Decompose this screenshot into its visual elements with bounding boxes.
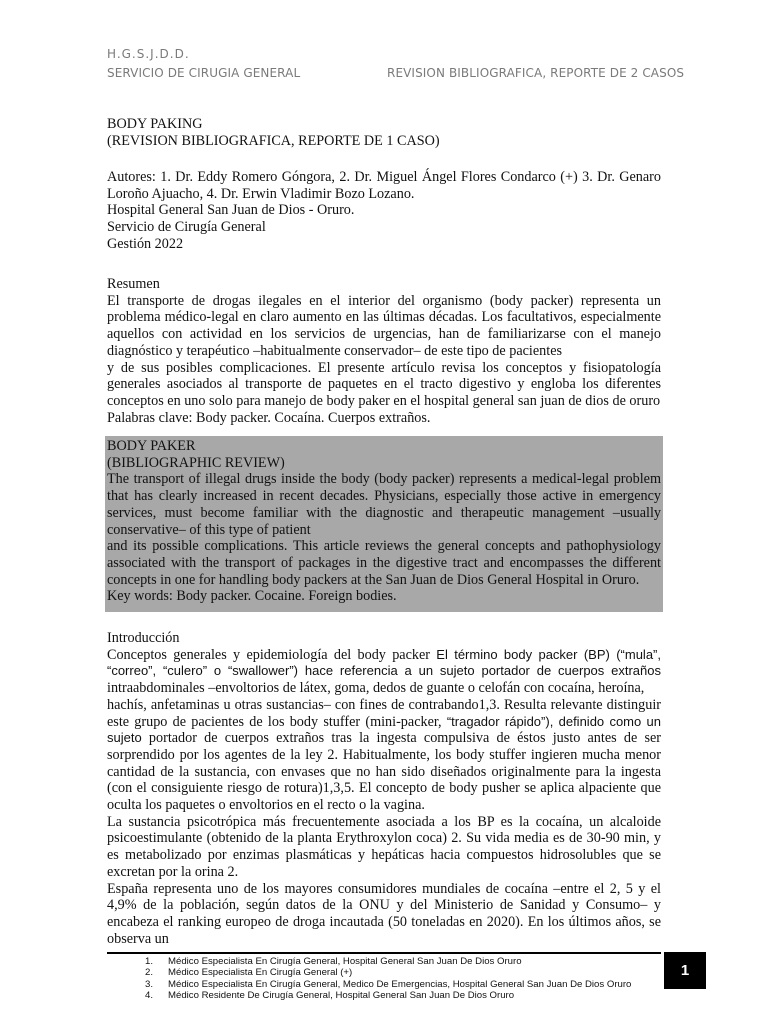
abstract-title: BODY PAKER <box>107 438 196 454</box>
resumen-paragraph-2: y de sus posibles complicaciones. El presente artículo revisa los conceptos y fisiopatología generales asociados al transporte de paquetes en el tracto digestivo y engloba los diferentes conceptos en uno solo para manejo de body paker en el hospital general san juan de dios de oruro <box>107 359 661 409</box>
resumen-keywords: Palabras clave: Body packer. Cocaína. Cuerpos extraños. <box>107 409 431 426</box>
intro-paragraph-2 <box>107 697 661 814</box>
abstract-subtitle: (BIBLIOGRAPHIC REVIEW) <box>107 454 285 471</box>
footnote-number: 2. <box>145 967 154 979</box>
footnote-item <box>145 979 631 990</box>
abstract-section <box>105 436 663 612</box>
document-subtitle: (REVISION BIBLIOGRAFICA, REPORTE DE 1 CASO) <box>107 132 440 149</box>
intro-p1-lead: Conceptos generales y epidemiología del body packer <box>107 646 437 663</box>
footnote-text: Médico Especialista En Cirugía General (+) <box>168 967 353 979</box>
footer-rule <box>107 952 661 954</box>
footnote-number: 3. <box>145 978 154 990</box>
title-block <box>107 116 661 149</box>
intro-paragraph-4: España representa uno de los mayores consumidores mundiales de cocaína –entre el 2, 5 y el 4,9% de la población, según datos de la ONU y del Ministerio de Sanidad y Consumo– y encabeza el ranking europeo de droga incautada (50 toneladas en 2020). En los últimos años, se observa un <box>107 880 661 947</box>
intro-paragraph-3: La sustancia psicotrópica más frecuentemente asociada a los BP es la cocaína, un alcaloide psicoestimulante (obtenido de la planta Erythroxylon coca) 2. Su vida media es de 30-90 min, y es metabolizado por enzimas plasmáticas y hepáticas hacia compuestos hidrosolubles que se excretan por la orina 2. <box>107 813 661 880</box>
footnote-number: 1. <box>145 956 154 967</box>
page-number: 1 <box>664 952 706 989</box>
abstract-paragraph-1: The transport of illegal drugs inside the body (body packer) represents a medical-legal problem that has clearly increased in recent decades. Physicians, especially those active in emergency services, must become familiar with the diagnostic and therapeutic management –usually conservative– of this type of patient <box>107 471 661 538</box>
authors-line: Autores: 1. Dr. Eddy Romero Góngora, 2. Dr. Miguel Ángel Flores Condarco (+) 3. Dr. Genaro Loroño Ajuacho, 4. Dr. Erwin Vladimir Bozo Lozano. <box>107 169 661 202</box>
footnote-item <box>145 990 631 1001</box>
intro-p1-term: El término body packer (BP) (“mula”, “correo”, “culero” o “swallower”) hace referencia a un sujeto portador de cuerpos extraños <box>107 646 661 679</box>
intro-heading: Introducción <box>107 630 180 646</box>
footnote-text: Médico Especialista En Cirugía General, Hospital General San Juan De Dios Oruro <box>168 956 522 967</box>
service-line: Servicio de Cirugía General <box>107 219 266 236</box>
footnote-text: Médico Residente De Cirugía General, Hospital General San Juan De Dios Oruro <box>168 989 515 1001</box>
header-organization: H.G.S.J.D.D. <box>107 47 190 61</box>
abstract-keywords: Key words: Body packer. Cocaine. Foreign bodies. <box>107 588 397 605</box>
abstract-paragraph-2: and its possible complications. This article reviews the general concepts and pathophysiology associated with the transport of packages in the digestive tract and encompasses the different concepts in one for handling body packers at the San Juan de Dios General Hospital in Oruro. <box>107 538 661 588</box>
header-department: SERVICIO DE CIRUGIA GENERAL <box>107 66 301 80</box>
resumen-paragraph-1: El transporte de drogas ilegales en el interior del organismo (body packer) representa un problema médico-legal en claro aumento en las últimas décadas. Los facultativos, especialmente aquellos con actividad en los servicios de urgencias, han de familiarizarse con el manejo diagnóstico y terapéutico –habitualmente conservador– de este tipo de pacientes <box>107 292 661 359</box>
intro-p2-rest: portador de cuerpos extraños tras la ingesta compulsiva de éstos justo antes de ser sorprendido por los agentes de la ley 2. Habitualmente, los body stuffer ingieren mucha menor cantidad de la sustancia, con envases que no han sido diseñados originalmente para la ingesta (con el consiguiente riesgo de rotura)1,3,5. El concepto de body pusher se aplica alpaciente que oculta los paquetes o envoltorios en el recto o la vagina. <box>107 730 661 814</box>
intro-p2-term: “tragador rápido”), definido como un sujeto <box>107 713 662 746</box>
intro-p1-rest: intraabdominales –envoltorios de látex, goma, dedos de guante o celofán con cocaína, heroína, <box>107 680 645 697</box>
intro-p2-lead: hachís, anfetaminas u otras sustancias– con fines de contrabando1,3. Resulta relevante distinguir este grupo de pacientes de los body stuffer (mini-packer, <box>107 696 661 730</box>
header-document-type: REVISION BIBLIOGRAFICA, REPORTE DE 2 CASOS <box>387 66 685 80</box>
footnote-item <box>145 956 631 967</box>
intro-paragraph-1 <box>107 647 661 697</box>
document-title: BODY PAKING <box>107 116 203 132</box>
footnote-item <box>145 967 631 978</box>
authors-block <box>107 169 661 253</box>
hospital-line: Hospital General San Juan de Dios - Oruro. <box>107 202 355 219</box>
footnote-text: Médico Especialista En Cirugía General, Medico De Emergencias, Hospital General San Juan De Dios Oruro <box>168 978 632 990</box>
resumen-section <box>107 276 661 426</box>
footnotes <box>145 956 631 1001</box>
year-line: Gestión 2022 <box>107 235 184 252</box>
introduction-section <box>107 630 661 947</box>
resumen-heading: Resumen <box>107 276 160 292</box>
footnote-number: 4. <box>145 989 154 1001</box>
